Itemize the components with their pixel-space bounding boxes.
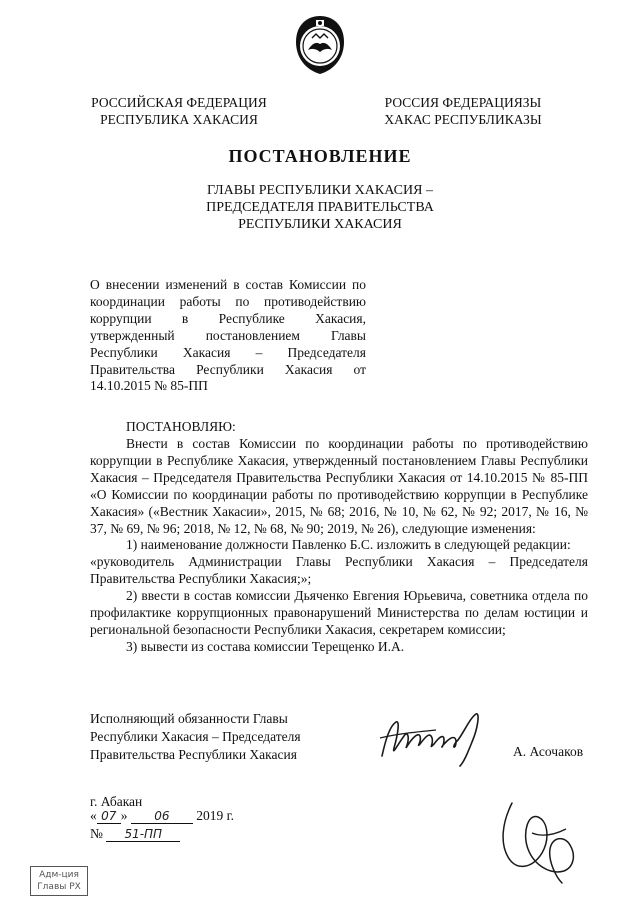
document-subtitle	[170, 182, 470, 233]
number-sign: №	[90, 826, 103, 841]
body-item-1: 1) наименование должности Павленко Б.С. изложить в следующей редакции:	[126, 537, 571, 553]
issue-date	[90, 808, 234, 824]
handwritten-mark	[492, 793, 582, 885]
body-item-1-quote: «руководитель Администрации Главы Республики Хакасия – Председателя Правительства Республики Хакасия;»;	[90, 554, 588, 587]
body-item-3: 3) вывести из состава комиссии Терещенко И.А.	[126, 638, 405, 654]
stamp-line2: Главы РХ	[37, 882, 81, 892]
subtitle-line: ПРЕДСЕДАТЕЛЯ ПРАВИТЕЛЬСТВА	[206, 200, 434, 215]
number-value: 51-ПП	[106, 828, 180, 842]
subtitle-line: РЕСПУБЛИКИ ХАКАСИЯ	[238, 217, 402, 232]
date-year: 2019 г.	[196, 808, 235, 823]
header-left	[80, 94, 278, 128]
handwritten-signature	[376, 708, 496, 770]
decree-word: ПОСТАНОВЛЯЮ:	[126, 419, 236, 434]
signatory-line2: Республики Хакасия – Председателя	[90, 729, 301, 744]
document-subject: О внесении изменений в состав Комиссии по координации работы по противодействию коррупции в Республике Хакасия, утвержденный постановлением Главы Республики Хакасия – Председателя Правительства Республики Хакасия от 14.10.2015 № 85-ПП	[90, 277, 366, 394]
issue-city: г. Абакан	[90, 794, 143, 809]
document-number	[90, 826, 180, 842]
stamp-line1: Адм-ция	[39, 870, 79, 880]
signer-name: А. Асочаков	[513, 744, 584, 759]
date-open-quote: «	[90, 808, 97, 823]
signatory-position	[90, 710, 330, 764]
signatory-line3: Правительства Республики Хакасия	[90, 747, 297, 762]
header-right-line1: РОССИЯ ФЕДЕРАЦИЯЗЫ	[384, 95, 542, 110]
header-left-line2: РЕСПУБЛИКА ХАКАСИЯ	[100, 112, 258, 127]
document-title: ПОСТАНОВЛЕНИЕ	[228, 146, 412, 166]
date-month: 06	[131, 810, 193, 824]
coat-of-arms-emblem	[290, 14, 350, 76]
body-item-2: 2) ввести в состав комиссии Дьяченко Евгения Юрьевича, советника отдела по профилактике коррупционных правонарушений Министерства по делам юстиции и региональной безопасности Республики Хакасия, секретарем комиссии;	[90, 588, 588, 637]
subtitle-line: ГЛАВЫ РЕСПУБЛИКИ ХАКАСИЯ –	[207, 183, 433, 198]
header-left-line1: РОССИЙСКАЯ ФЕДЕРАЦИЯ	[91, 95, 267, 110]
signatory-line1: Исполняющий обязанности Главы	[90, 711, 288, 726]
date-close-quote: »	[120, 808, 128, 823]
date-day: 07	[97, 810, 121, 824]
registry-stamp	[30, 866, 88, 896]
body-intro: Внести в состав Комиссии по координации работы по противодействию коррупции в Республике Хакасия, утвержденный постановлением Главы Республики Хакасия – Председателя Правительства Республики Хакасия от 14.10.2015 № 85-ПП «О Комиссии по координации работы по противодействию коррупции в Республике Хакасия» («Вестник Хакасии», 2015, № 68; 2016, № 10, № 62, № 92; 2017, № 16, № 37, № 69, № 96; 2018, № 12, № 68, № 90; 2019, № 26), следующие изменения:	[90, 436, 588, 536]
document-body	[90, 436, 588, 656]
header-right	[366, 94, 560, 128]
header-right-line2: ХАКАС РЕСПУБЛИКАЗЫ	[384, 112, 542, 127]
